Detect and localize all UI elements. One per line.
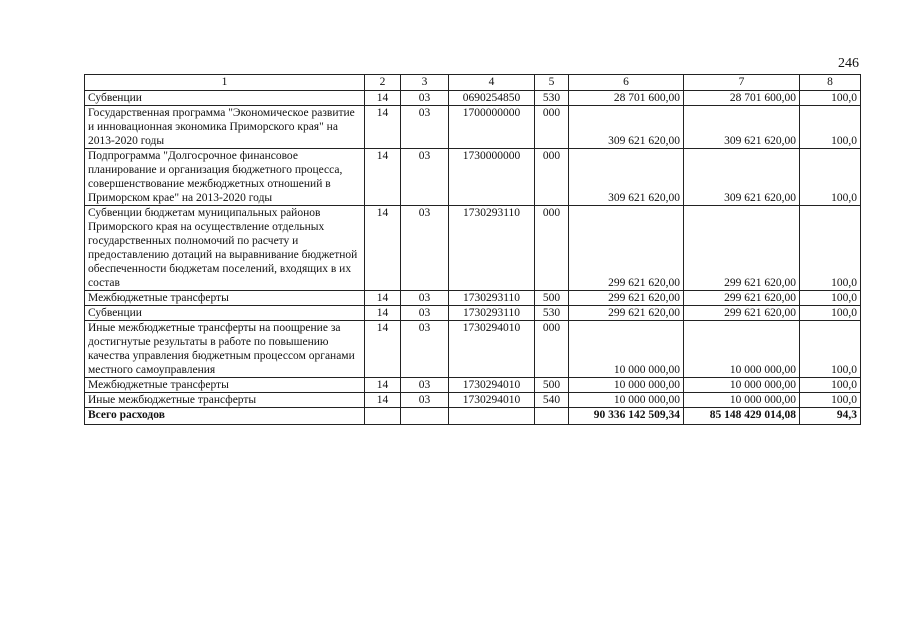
subsection-code-cell: 03 <box>401 91 449 106</box>
expense-type-cell: 500 <box>535 378 569 393</box>
table-body <box>85 75 861 425</box>
row-name-cell: Субвенции бюджетам муниципальных районов Приморского края на осуществление отдельных государственных полномочий по расчету и предоставлению дотаций на выравнивание бюджетной обеспеченности бюджетам поселений, входящих в их состав <box>85 206 365 291</box>
percent-cell: 100,0 <box>800 91 861 106</box>
planned-amount-cell: 28 701 600,00 <box>569 91 684 106</box>
total-percent: 94,3 <box>800 408 861 425</box>
percent-cell: 100,0 <box>800 291 861 306</box>
target-article-cell: 1730294010 <box>449 321 535 378</box>
subsection-code-cell: 03 <box>401 291 449 306</box>
table-row <box>85 306 861 321</box>
target-article-cell: 1700000000 <box>449 106 535 149</box>
row-name-cell: Межбюджетные трансферты <box>85 378 365 393</box>
row-name-cell: Межбюджетные трансферты <box>85 291 365 306</box>
percent-cell: 100,0 <box>800 306 861 321</box>
empty-cell <box>365 408 401 425</box>
expense-type-cell: 000 <box>535 106 569 149</box>
target-article-cell: 1730293110 <box>449 291 535 306</box>
expense-type-cell: 000 <box>535 149 569 206</box>
section-code-cell: 14 <box>365 321 401 378</box>
empty-cell <box>401 408 449 425</box>
executed-amount-cell: 299 621 620,00 <box>684 206 800 291</box>
empty-cell <box>449 408 535 425</box>
planned-amount-cell: 10 000 000,00 <box>569 378 684 393</box>
section-code-cell: 14 <box>365 206 401 291</box>
executed-amount-cell: 309 621 620,00 <box>684 149 800 206</box>
row-name-cell: Иные межбюджетные трансферты на поощрение за достигнутые результаты в работе по повышению качества управления бюджетным процессом органами местного самоуправления <box>85 321 365 378</box>
executed-amount-cell: 299 621 620,00 <box>684 306 800 321</box>
subsection-code-cell: 03 <box>401 149 449 206</box>
subsection-code-cell: 03 <box>401 306 449 321</box>
section-code-cell: 14 <box>365 393 401 408</box>
row-name-cell: Государственная программа "Экономическое развитие и инновационная экономика Приморского края" на 2013-2020 годы <box>85 106 365 149</box>
target-article-cell: 0690254850 <box>449 91 535 106</box>
header-cell: 1 <box>85 75 365 91</box>
total-label: Всего расходов <box>85 408 365 425</box>
expense-type-cell: 530 <box>535 306 569 321</box>
page-number: 246 <box>838 56 859 71</box>
planned-amount-cell: 299 621 620,00 <box>569 291 684 306</box>
subsection-code-cell: 03 <box>401 206 449 291</box>
executed-amount-cell: 309 621 620,00 <box>684 106 800 149</box>
percent-cell: 100,0 <box>800 106 861 149</box>
planned-amount-cell: 299 621 620,00 <box>569 306 684 321</box>
empty-cell <box>535 408 569 425</box>
planned-amount-cell: 309 621 620,00 <box>569 106 684 149</box>
header-cell: 6 <box>569 75 684 91</box>
executed-amount-cell: 28 701 600,00 <box>684 91 800 106</box>
budget-expenditure-table <box>84 74 861 425</box>
row-name-cell: Подпрограмма "Долгосрочное финансовое планирование и организация бюджетного процесса, совершенствование межбюджетных отношений в Приморском крае" на 2013-2020 годы <box>85 149 365 206</box>
section-code-cell: 14 <box>365 91 401 106</box>
planned-amount-cell: 10 000 000,00 <box>569 321 684 378</box>
executed-amount-cell: 10 000 000,00 <box>684 321 800 378</box>
total-row <box>85 408 861 425</box>
section-code-cell: 14 <box>365 378 401 393</box>
percent-cell: 100,0 <box>800 393 861 408</box>
table-row <box>85 149 861 206</box>
table-row <box>85 378 861 393</box>
table-header-row <box>85 75 861 91</box>
section-code-cell: 14 <box>365 306 401 321</box>
row-name-cell: Иные межбюджетные трансферты <box>85 393 365 408</box>
header-cell: 4 <box>449 75 535 91</box>
section-code-cell: 14 <box>365 149 401 206</box>
subsection-code-cell: 03 <box>401 106 449 149</box>
total-executed-amount: 85 148 429 014,08 <box>684 408 800 425</box>
planned-amount-cell: 309 621 620,00 <box>569 149 684 206</box>
total-planned-amount: 90 336 142 509,34 <box>569 408 684 425</box>
executed-amount-cell: 10 000 000,00 <box>684 393 800 408</box>
table-row <box>85 393 861 408</box>
percent-cell: 100,0 <box>800 378 861 393</box>
header-cell: 5 <box>535 75 569 91</box>
executed-amount-cell: 299 621 620,00 <box>684 291 800 306</box>
row-name-cell: Субвенции <box>85 306 365 321</box>
table-row <box>85 106 861 149</box>
expense-type-cell: 000 <box>535 321 569 378</box>
section-code-cell: 14 <box>365 291 401 306</box>
target-article-cell: 1730000000 <box>449 149 535 206</box>
subsection-code-cell: 03 <box>401 378 449 393</box>
header-cell: 3 <box>401 75 449 91</box>
target-article-cell: 1730294010 <box>449 393 535 408</box>
table-row <box>85 91 861 106</box>
planned-amount-cell: 299 621 620,00 <box>569 206 684 291</box>
header-cell: 8 <box>800 75 861 91</box>
table-row <box>85 321 861 378</box>
percent-cell: 100,0 <box>800 206 861 291</box>
target-article-cell: 1730293110 <box>449 306 535 321</box>
expense-type-cell: 540 <box>535 393 569 408</box>
expense-type-cell: 000 <box>535 206 569 291</box>
table-row <box>85 206 861 291</box>
planned-amount-cell: 10 000 000,00 <box>569 393 684 408</box>
executed-amount-cell: 10 000 000,00 <box>684 378 800 393</box>
section-code-cell: 14 <box>365 106 401 149</box>
target-article-cell: 1730294010 <box>449 378 535 393</box>
header-cell: 2 <box>365 75 401 91</box>
percent-cell: 100,0 <box>800 149 861 206</box>
subsection-code-cell: 03 <box>401 393 449 408</box>
subsection-code-cell: 03 <box>401 321 449 378</box>
expense-type-cell: 530 <box>535 91 569 106</box>
table-row <box>85 291 861 306</box>
percent-cell: 100,0 <box>800 321 861 378</box>
row-name-cell: Субвенции <box>85 91 365 106</box>
expense-type-cell: 500 <box>535 291 569 306</box>
target-article-cell: 1730293110 <box>449 206 535 291</box>
header-cell: 7 <box>684 75 800 91</box>
